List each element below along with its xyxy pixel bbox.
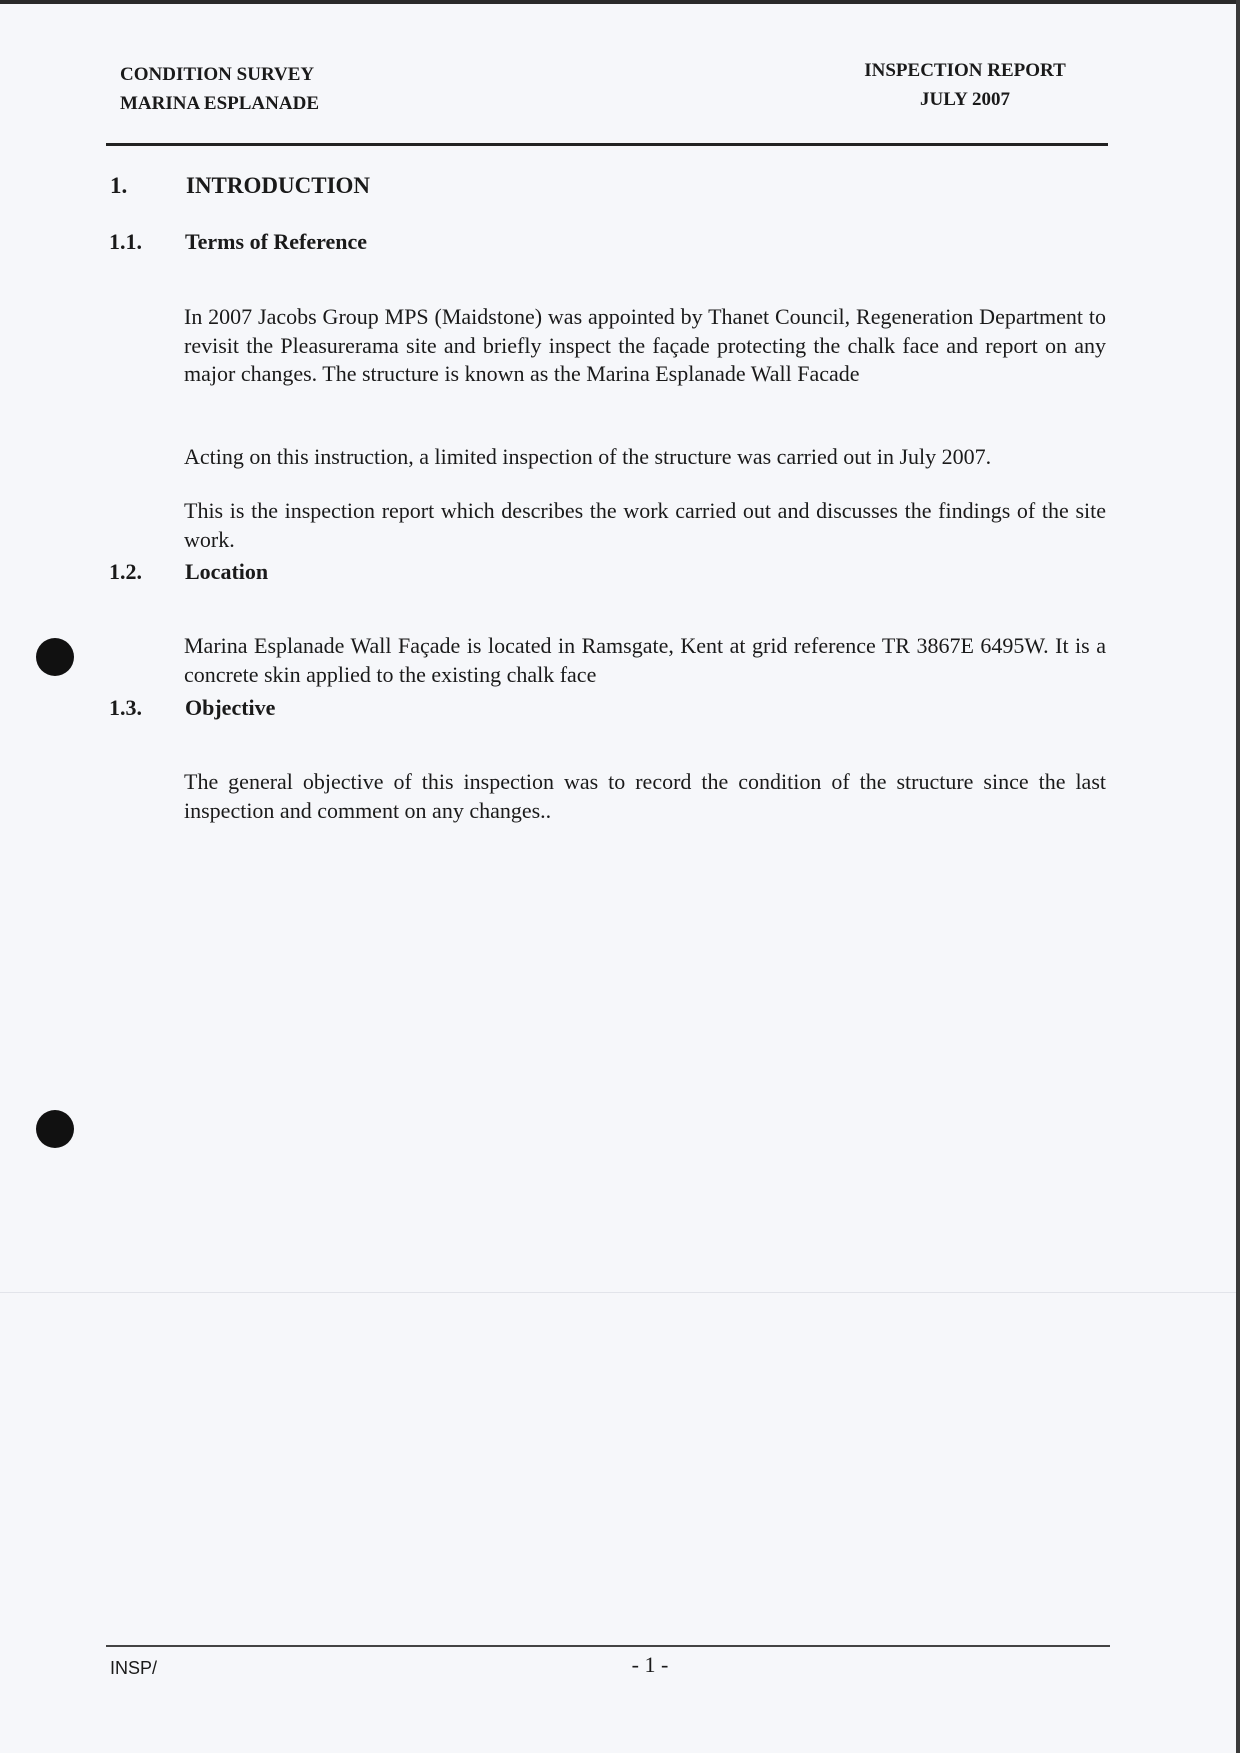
subsection-title: Objective xyxy=(185,695,276,720)
punch-hole xyxy=(36,1110,74,1148)
section-number: 1. xyxy=(110,173,128,198)
footer-reference: INSP/ xyxy=(110,1658,158,1678)
header-right xyxy=(840,56,1090,114)
terms-paragraph-instruction: Acting on this instruction, a limited inspection of the structure was carried out in July 2007. xyxy=(184,444,992,469)
header-report-type: INSPECTION REPORT xyxy=(864,60,1066,81)
subsection-number: 1.3. xyxy=(109,695,142,720)
terms-paragraph-appointment: In 2007 Jacobs Group MPS (Maidstone) was appointed by Thanet Council, Regeneration Department to revisit the Pleasurerama site and briefly inspect the façade protecting the chalk face and report on any major changes. The structure is known as the Marina Esplanade Wall Facade xyxy=(184,304,1106,386)
header-report-date: JULY 2007 xyxy=(920,89,1010,110)
header-site-name: MARINA ESPLANADE xyxy=(120,93,319,114)
terms-paragraph-report: This is the inspection report which describes the work carried out and discusses the findings of the site work. xyxy=(184,498,1106,552)
header-divider xyxy=(106,143,1108,146)
punch-hole xyxy=(36,638,74,676)
location-paragraph: Marina Esplanade Wall Façade is located in Ramsgate, Kent at grid reference TR 3867E 6495W. It is a concrete skin applied to the existing chalk face xyxy=(184,633,1106,687)
subsection-number: 1.1. xyxy=(109,229,142,254)
subsection-number: 1.2. xyxy=(109,559,142,584)
header-left xyxy=(120,60,319,118)
section-title: INTRODUCTION xyxy=(186,173,371,198)
scan-fold-line xyxy=(0,1292,1236,1293)
scan-top-edge xyxy=(0,0,1240,4)
scan-right-edge xyxy=(1236,0,1240,1753)
header-survey-title: CONDITION SURVEY xyxy=(120,64,315,85)
page-number: - 1 - xyxy=(631,1652,669,1677)
objective-paragraph: The general objective of this inspection was to record the condition of the structure since the last inspection and comment on any changes.. xyxy=(184,769,1106,823)
subsection-title: Location xyxy=(185,559,269,584)
subsection-title: Terms of Reference xyxy=(185,229,368,254)
footer-divider xyxy=(106,1645,1110,1647)
